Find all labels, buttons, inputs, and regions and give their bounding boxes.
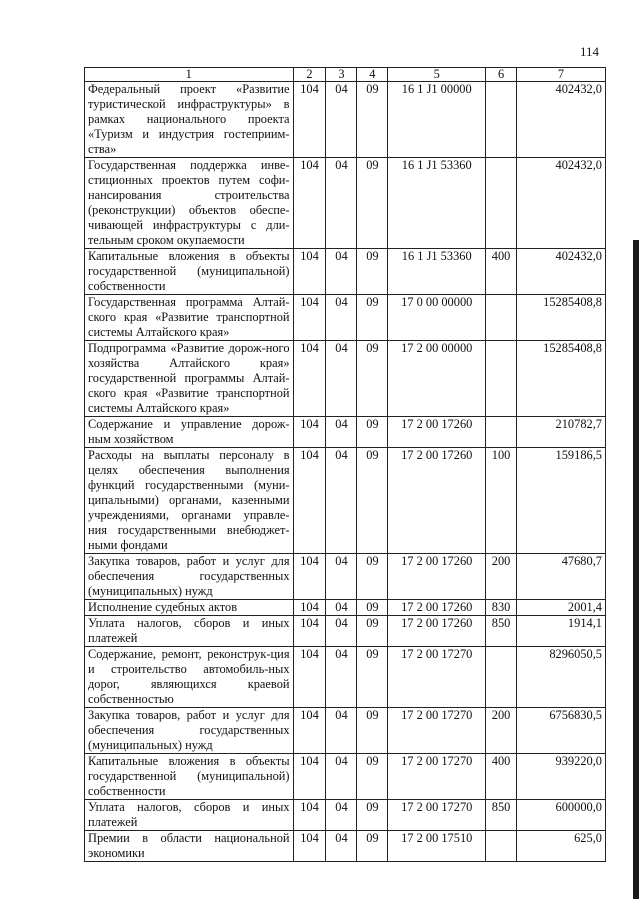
header-cell: 5 xyxy=(388,68,486,82)
row-target-article-cell: 17 2 00 17510 xyxy=(388,831,486,862)
row-code-cell: 104 xyxy=(293,800,326,831)
row-expense-type-cell: 850 xyxy=(486,800,517,831)
header-row xyxy=(85,68,606,82)
row-code-cell: 104 xyxy=(293,249,326,295)
table-row xyxy=(85,249,606,295)
row-name-cell: Исполнение судебных актов xyxy=(85,600,294,616)
row-amount-cell: 402432,0 xyxy=(517,249,606,295)
row-name-cell: Подпрограмма «Развитие дорож-ного хозяйства Алтайского края» государственной программы Алтай-ского края «Развитие транспортной системы Алтайского края» xyxy=(85,341,294,417)
row-subsection-cell: 09 xyxy=(357,417,388,448)
row-code-cell: 104 xyxy=(293,295,326,341)
row-subsection-cell: 09 xyxy=(357,831,388,862)
row-section-cell: 04 xyxy=(326,249,357,295)
row-name-cell: Закупка товаров, работ и услуг для обеспечения государственных (муниципальных) нужд xyxy=(85,708,294,754)
table-row xyxy=(85,600,606,616)
row-code-cell: 104 xyxy=(293,616,326,647)
row-expense-type-cell: 100 xyxy=(486,448,517,554)
table-row xyxy=(85,800,606,831)
row-section-cell: 04 xyxy=(326,647,357,708)
row-subsection-cell: 09 xyxy=(357,554,388,600)
row-subsection-cell: 09 xyxy=(357,295,388,341)
row-subsection-cell: 09 xyxy=(357,800,388,831)
row-expense-type-cell xyxy=(486,417,517,448)
row-expense-type-cell: 200 xyxy=(486,554,517,600)
table-row xyxy=(85,158,606,249)
row-code-cell: 104 xyxy=(293,708,326,754)
table-row xyxy=(85,295,606,341)
header-cell: 2 xyxy=(293,68,326,82)
row-section-cell: 04 xyxy=(326,341,357,417)
row-target-article-cell: 16 1 J1 00000 xyxy=(388,82,486,158)
row-name-cell: Уплата налогов, сборов и иных платежей xyxy=(85,616,294,647)
row-amount-cell: 15285408,8 xyxy=(517,341,606,417)
row-target-article-cell: 17 2 00 17260 xyxy=(388,554,486,600)
row-name-cell: Капитальные вложения в объекты государственной (муниципальной) собственности xyxy=(85,249,294,295)
table-row xyxy=(85,708,606,754)
row-name-cell: Федеральный проект «Развитие туристической инфраструктуры» в рамках национального проекта «Туризм и индустрия гостеприим-ства» xyxy=(85,82,294,158)
row-expense-type-cell xyxy=(486,341,517,417)
row-subsection-cell: 09 xyxy=(357,448,388,554)
row-section-cell: 04 xyxy=(326,417,357,448)
row-name-cell: Государственная программа Алтай-ского края «Развитие транспортной системы Алтайского края» xyxy=(85,295,294,341)
row-expense-type-cell xyxy=(486,295,517,341)
row-amount-cell: 210782,7 xyxy=(517,417,606,448)
row-code-cell: 104 xyxy=(293,341,326,417)
table-row xyxy=(85,616,606,647)
row-section-cell: 04 xyxy=(326,448,357,554)
row-section-cell: 04 xyxy=(326,554,357,600)
row-code-cell: 104 xyxy=(293,647,326,708)
header-cell: 3 xyxy=(326,68,357,82)
row-subsection-cell: 09 xyxy=(357,82,388,158)
row-target-article-cell: 17 2 00 17260 xyxy=(388,616,486,647)
row-target-article-cell: 17 2 00 17260 xyxy=(388,600,486,616)
row-section-cell: 04 xyxy=(326,800,357,831)
row-section-cell: 04 xyxy=(326,616,357,647)
row-amount-cell: 402432,0 xyxy=(517,82,606,158)
row-expense-type-cell xyxy=(486,831,517,862)
row-section-cell: 04 xyxy=(326,158,357,249)
row-expense-type-cell: 850 xyxy=(486,616,517,647)
row-name-cell: Закупка товаров, работ и услуг для обеспечения государственных (муниципальных) нужд xyxy=(85,554,294,600)
header-cell: 1 xyxy=(85,68,294,82)
row-target-article-cell: 17 2 00 17270 xyxy=(388,754,486,800)
budget-table xyxy=(84,67,606,862)
header-cell: 7 xyxy=(517,68,606,82)
table-row xyxy=(85,448,606,554)
row-subsection-cell: 09 xyxy=(357,754,388,800)
row-name-cell: Содержание и управление дорож-ным хозяйством xyxy=(85,417,294,448)
row-code-cell: 104 xyxy=(293,831,326,862)
row-amount-cell: 939220,0 xyxy=(517,754,606,800)
row-expense-type-cell: 200 xyxy=(486,708,517,754)
row-target-article-cell: 17 2 00 17260 xyxy=(388,448,486,554)
row-subsection-cell: 09 xyxy=(357,158,388,249)
row-subsection-cell: 09 xyxy=(357,647,388,708)
row-target-article-cell: 17 2 00 17270 xyxy=(388,800,486,831)
row-target-article-cell: 16 1 J1 53360 xyxy=(388,249,486,295)
table-row xyxy=(85,647,606,708)
page-number: 114 xyxy=(579,44,599,59)
row-section-cell: 04 xyxy=(326,82,357,158)
row-amount-cell: 2001,4 xyxy=(517,600,606,616)
row-subsection-cell: 09 xyxy=(357,341,388,417)
row-target-article-cell: 17 2 00 17270 xyxy=(388,708,486,754)
row-expense-type-cell: 400 xyxy=(486,249,517,295)
row-expense-type-cell xyxy=(486,158,517,249)
row-code-cell: 104 xyxy=(293,158,326,249)
row-code-cell: 104 xyxy=(293,754,326,800)
row-expense-type-cell: 400 xyxy=(486,754,517,800)
row-subsection-cell: 09 xyxy=(357,616,388,647)
row-section-cell: 04 xyxy=(326,295,357,341)
row-amount-cell: 159186,5 xyxy=(517,448,606,554)
row-target-article-cell: 16 1 J1 53360 xyxy=(388,158,486,249)
row-name-cell: Государственная поддержка инве-стиционных проектов путем софи-нансирования строительства (реконструкции) объектов обеспе-чивающей инфраструктуры с дли-тельным сроком окупаемости xyxy=(85,158,294,249)
row-section-cell: 04 xyxy=(326,600,357,616)
row-target-article-cell: 17 2 00 17260 xyxy=(388,417,486,448)
table-row xyxy=(85,754,606,800)
row-amount-cell: 6756830,5 xyxy=(517,708,606,754)
row-target-article-cell: 17 2 00 17270 xyxy=(388,647,486,708)
row-amount-cell: 402432,0 xyxy=(517,158,606,249)
page-edge-shadow xyxy=(633,240,639,899)
table-row xyxy=(85,82,606,158)
table-row xyxy=(85,554,606,600)
row-expense-type-cell xyxy=(486,82,517,158)
row-section-cell: 04 xyxy=(326,831,357,862)
row-subsection-cell: 09 xyxy=(357,708,388,754)
row-name-cell: Капитальные вложения в объекты государственной (муниципальной) собственности xyxy=(85,754,294,800)
row-subsection-cell: 09 xyxy=(357,249,388,295)
row-amount-cell: 625,0 xyxy=(517,831,606,862)
row-target-article-cell: 17 0 00 00000 xyxy=(388,295,486,341)
row-subsection-cell: 09 xyxy=(357,600,388,616)
row-section-cell: 04 xyxy=(326,754,357,800)
row-code-cell: 104 xyxy=(293,554,326,600)
row-code-cell: 104 xyxy=(293,82,326,158)
header-cell: 6 xyxy=(486,68,517,82)
row-section-cell: 04 xyxy=(326,708,357,754)
row-amount-cell: 15285408,8 xyxy=(517,295,606,341)
table-row xyxy=(85,417,606,448)
row-code-cell: 104 xyxy=(293,448,326,554)
row-expense-type-cell xyxy=(486,647,517,708)
row-target-article-cell: 17 2 00 00000 xyxy=(388,341,486,417)
row-name-cell: Расходы на выплаты персоналу в целях обеспечения выполнения функций государственными (муни-ципальными) органами, казенными учреждениями, органами управле-ния государственными внебюджет-ными фондами xyxy=(85,448,294,554)
row-amount-cell: 600000,0 xyxy=(517,800,606,831)
row-code-cell: 104 xyxy=(293,417,326,448)
row-code-cell: 104 xyxy=(293,600,326,616)
row-name-cell: Содержание, ремонт, реконструк-ция и строительство автомобиль-ных дорог, являющихся краевой собственностью xyxy=(85,647,294,708)
table-row xyxy=(85,341,606,417)
row-amount-cell: 47680,7 xyxy=(517,554,606,600)
row-amount-cell: 1914,1 xyxy=(517,616,606,647)
row-name-cell: Премии в области национальной экономики xyxy=(85,831,294,862)
row-expense-type-cell: 830 xyxy=(486,600,517,616)
row-name-cell: Уплата налогов, сборов и иных платежей xyxy=(85,800,294,831)
table-row xyxy=(85,831,606,862)
header-cell: 4 xyxy=(357,68,388,82)
row-amount-cell: 8296050,5 xyxy=(517,647,606,708)
